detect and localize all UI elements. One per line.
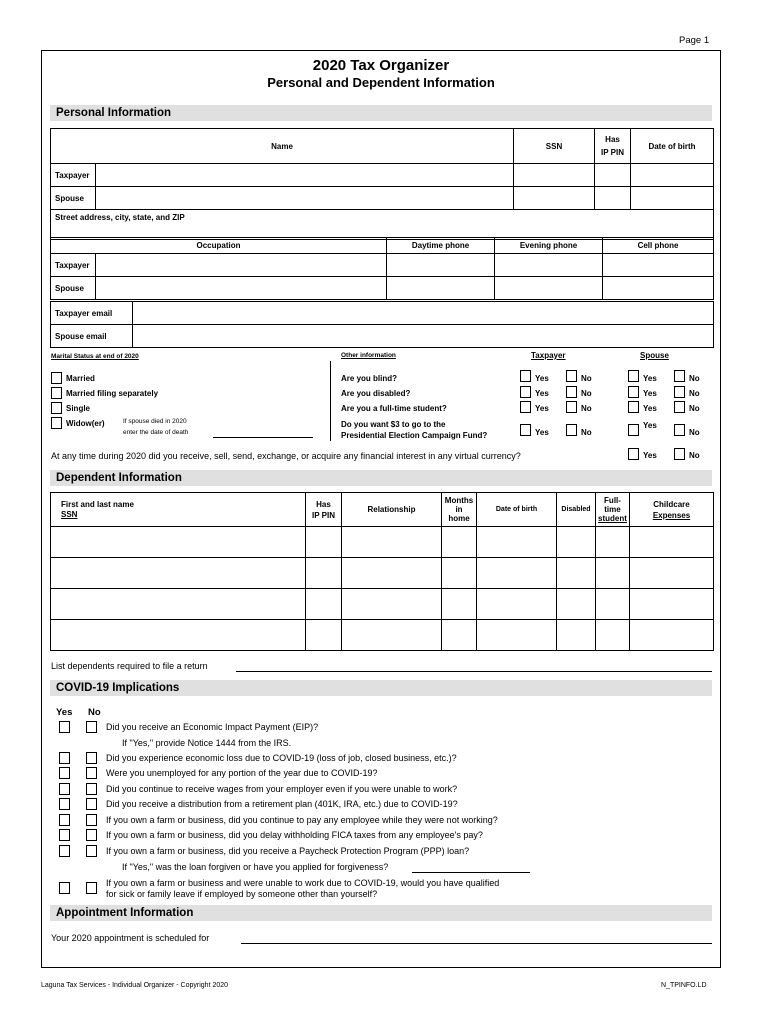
- married-separately-label: Married filing separately: [66, 389, 159, 398]
- taxpayer-email-label: Taxpayer email: [51, 302, 133, 325]
- blind-question: Are you blind?: [341, 374, 397, 383]
- no-label: No: [689, 428, 700, 437]
- covid-no-header: No: [88, 707, 101, 718]
- dependent-row[interactable]: [51, 589, 714, 620]
- spouse-died-note: If spouse died in 2020: [123, 418, 187, 425]
- widower-label: Widow(er): [66, 419, 105, 428]
- virtual-currency-no-checkbox[interactable]: [674, 448, 685, 460]
- no-label: No: [581, 404, 592, 413]
- taxpayer-student-no-checkbox[interactable]: [566, 401, 577, 413]
- col-dependent-ippin-header: Has IP PIN: [306, 493, 342, 527]
- marital-status-header: Marital Status at end of 2020: [51, 353, 139, 360]
- yes-label: Yes: [643, 404, 657, 413]
- taxpayer-occupation-field[interactable]: [96, 254, 387, 277]
- unemployed-no-checkbox[interactable]: [86, 767, 97, 779]
- section-divider: [330, 361, 331, 441]
- covid-question-sick-leave-2: for sick or family leave if employed by someone other than yourself?: [106, 889, 378, 899]
- col-daytime-header: Daytime phone: [387, 238, 495, 254]
- taxpayer-name-field[interactable]: [96, 164, 514, 187]
- wages-yes-checkbox[interactable]: [59, 783, 70, 795]
- no-label: No: [581, 389, 592, 398]
- spouse-died-note-2: enter the date of death: [123, 429, 189, 436]
- spouse-blind-yes-checkbox[interactable]: [628, 370, 639, 382]
- spouse-occupation-field[interactable]: [96, 277, 387, 300]
- taxpayer-daytime-field[interactable]: [387, 254, 495, 277]
- taxpayer-blind-yes-checkbox[interactable]: [520, 370, 531, 382]
- virtual-currency-question: At any time during 2020 did you receive, sell, send, exchange, or acquire any financial interest in any virtual currency?: [51, 451, 521, 461]
- dependent-row[interactable]: [51, 527, 714, 558]
- no-label: No: [581, 374, 592, 383]
- ppp-forgiveness-field[interactable]: [412, 872, 530, 873]
- spouse-student-yes-checkbox[interactable]: [628, 401, 639, 413]
- taxpayer-dob-field[interactable]: [631, 164, 714, 187]
- col-months-header: Months in home: [442, 493, 477, 527]
- single-label: Single: [66, 404, 91, 413]
- col-childcare-header: Childcare Expenses: [630, 493, 714, 527]
- col-cell-header: Cell phone: [603, 238, 714, 254]
- spouse-dob-field[interactable]: [631, 187, 714, 210]
- covid-question-ppp-forgiveness: If "Yes," was the loan forgiven or have you applied for forgiveness?: [122, 862, 389, 872]
- eip-yes-checkbox[interactable]: [59, 721, 70, 733]
- sick-leave-no-checkbox[interactable]: [86, 882, 97, 894]
- taxpayer-disabled-no-checkbox[interactable]: [566, 386, 577, 398]
- col-dependent-dob-header: Date of birth: [477, 493, 557, 527]
- unemployed-yes-checkbox[interactable]: [59, 767, 70, 779]
- date-of-death-field[interactable]: [213, 437, 313, 438]
- widower-checkbox[interactable]: [51, 417, 62, 429]
- col-ippin-header: Has IP PIN: [595, 129, 631, 164]
- wages-no-checkbox[interactable]: [86, 783, 97, 795]
- spouse-student-no-checkbox[interactable]: [674, 401, 685, 413]
- covid-question-fica: If you own a farm or business, did you delay withholding FICA taxes from any employee's pay?: [106, 830, 483, 840]
- col-occupation-header: Occupation: [51, 238, 387, 254]
- no-label: No: [689, 374, 700, 383]
- taxpayer-disabled-yes-checkbox[interactable]: [520, 386, 531, 398]
- taxpayer-campaign-no-checkbox[interactable]: [566, 424, 577, 436]
- dependent-info-header: Dependent Information: [50, 470, 712, 486]
- col-name-header: Name: [51, 129, 514, 164]
- appointment-header: Appointment Information: [50, 905, 712, 921]
- spouse-blind-no-checkbox[interactable]: [674, 370, 685, 382]
- row-label-taxpayer: Taxpayer: [51, 164, 96, 187]
- yes-label: Yes: [535, 389, 549, 398]
- spouse-email-label: Spouse email: [51, 325, 133, 348]
- form-title: 2020 Tax Organizer: [312, 57, 450, 74]
- col-relationship-header: Relationship: [342, 493, 442, 527]
- taxpayer-evening-field[interactable]: [495, 254, 603, 277]
- covid-question-ppp: If you own a farm or business, did you receive a Paycheck Protection Program (PPP) loan?: [106, 846, 470, 856]
- yes-label: Yes: [643, 374, 657, 383]
- other-info-header: Other information: [341, 352, 396, 359]
- sick-leave-yes-checkbox[interactable]: [59, 882, 70, 894]
- disabled-question: Are you disabled?: [341, 389, 411, 398]
- distribution-yes-checkbox[interactable]: [59, 798, 70, 810]
- dependent-row[interactable]: [51, 558, 714, 589]
- no-label: No: [581, 428, 592, 437]
- col-dependent-name-header: First and last name SSN: [51, 493, 306, 527]
- campaign-question-2: Presidential Election Campaign Fund?: [341, 431, 488, 440]
- spouse-disabled-yes-checkbox[interactable]: [628, 386, 639, 398]
- no-label: No: [689, 389, 700, 398]
- dependents-file-return-label: List dependents required to file a return: [51, 661, 208, 671]
- col-disabled-header: Disabled: [557, 493, 596, 527]
- married-checkbox[interactable]: [51, 372, 62, 384]
- spouse-name-field[interactable]: [96, 187, 514, 210]
- page-number: Page 1: [679, 35, 710, 46]
- fica-no-checkbox[interactable]: [86, 829, 97, 841]
- spouse-cell-field[interactable]: [603, 277, 714, 300]
- email-table: [50, 301, 714, 348]
- spouse-ippin-field[interactable]: [595, 187, 631, 210]
- taxpayer-email-field[interactable]: [133, 302, 714, 325]
- taxpayer-cell-field[interactable]: [603, 254, 714, 277]
- yes-label: Yes: [643, 421, 657, 430]
- form-subtitle: Personal and Dependent Information: [267, 75, 495, 90]
- taxpayer-ippin-field[interactable]: [595, 164, 631, 187]
- covid-question-eip-note: If "Yes," provide Notice 1444 from the IRS.: [122, 738, 292, 748]
- personal-info-table: [50, 128, 714, 240]
- eip-no-checkbox[interactable]: [86, 721, 97, 733]
- student-question: Are you a full-time student?: [341, 404, 447, 413]
- spouse-daytime-field[interactable]: [387, 277, 495, 300]
- taxpayer-campaign-yes-checkbox[interactable]: [520, 424, 531, 436]
- yes-label: Yes: [535, 374, 549, 383]
- taxpayer-ssn-field[interactable]: [514, 164, 595, 187]
- married-separately-checkbox[interactable]: [51, 387, 62, 399]
- appointment-field[interactable]: [241, 943, 712, 944]
- dependent-table: [50, 492, 714, 651]
- ppp-no-checkbox[interactable]: [86, 845, 97, 857]
- covid-question-distribution: Did you receive a distribution from a retirement plan (401K, IRA, etc.) due to COVID-19?: [106, 799, 458, 809]
- pay-employee-no-checkbox[interactable]: [86, 814, 97, 826]
- covid-question-unemployed: Were you unemployed for any portion of the year due to COVID-19?: [106, 768, 378, 778]
- spouse-evening-field[interactable]: [495, 277, 603, 300]
- yes-label: Yes: [535, 428, 549, 437]
- street-address-field[interactable]: Street address, city, state, and ZIP: [51, 210, 714, 240]
- distribution-no-checkbox[interactable]: [86, 798, 97, 810]
- fica-yes-checkbox[interactable]: [59, 829, 70, 841]
- pay-employee-yes-checkbox[interactable]: [59, 814, 70, 826]
- covid-header: COVID-19 Implications: [50, 680, 712, 696]
- taxpayer-student-yes-checkbox[interactable]: [520, 401, 531, 413]
- spouse-campaign-yes-checkbox[interactable]: [628, 424, 639, 436]
- dependent-row[interactable]: [51, 620, 714, 651]
- economic-loss-yes-checkbox[interactable]: [59, 752, 70, 764]
- row-label-taxpayer: Taxpayer: [51, 254, 96, 277]
- married-label: Married: [66, 374, 95, 383]
- covid-yes-header: Yes: [56, 707, 73, 718]
- virtual-currency-yes-checkbox[interactable]: [628, 448, 639, 460]
- col-dob-header: Date of birth: [631, 129, 714, 164]
- ppp-yes-checkbox[interactable]: [59, 845, 70, 857]
- spouse-column-header: Spouse: [640, 351, 669, 360]
- dependents-file-return-field[interactable]: [236, 671, 712, 672]
- campaign-question: Do you want $3 to go to the: [341, 420, 446, 429]
- no-label: No: [689, 451, 700, 460]
- spouse-email-field[interactable]: [133, 325, 714, 348]
- spouse-disabled-no-checkbox[interactable]: [674, 386, 685, 398]
- covid-question-pay-employee: If you own a farm or business, did you continue to pay any employee while they were not working?: [106, 815, 498, 825]
- covid-question-wages: Did you continue to receive wages from your employer even if you were unable to work?: [106, 784, 458, 794]
- taxpayer-column-header: Taxpayer: [531, 351, 566, 360]
- covid-question-economic-loss: Did you experience economic loss due to COVID-19 (loss of job, closed business, etc.)?: [106, 753, 457, 763]
- yes-label: Yes: [643, 451, 657, 460]
- appointment-label: Your 2020 appointment is scheduled for: [51, 933, 210, 943]
- single-checkbox[interactable]: [51, 402, 62, 414]
- col-evening-header: Evening phone: [495, 238, 603, 254]
- col-student-header: Full- time student: [596, 493, 630, 527]
- economic-loss-no-checkbox[interactable]: [86, 752, 97, 764]
- spouse-ssn-field[interactable]: [514, 187, 595, 210]
- row-label-spouse: Spouse: [51, 187, 96, 210]
- personal-info-header: Personal Information: [50, 105, 712, 121]
- taxpayer-blind-no-checkbox[interactable]: [566, 370, 577, 382]
- no-label: No: [689, 404, 700, 413]
- row-label-spouse: Spouse: [51, 277, 96, 300]
- footer-copyright: Laguna Tax Services - Individual Organizer - Copyright 2020: [41, 982, 229, 989]
- col-ssn-header: SSN: [514, 129, 595, 164]
- yes-label: Yes: [535, 404, 549, 413]
- spouse-campaign-no-checkbox[interactable]: [674, 424, 685, 436]
- covid-question-sick-leave: If you own a farm or business and were unable to work due to COVID-19, would you have qualified: [106, 878, 500, 888]
- occupation-table: [50, 237, 714, 300]
- footer-form-code: N_TPINFO.LD: [661, 982, 707, 989]
- yes-label: Yes: [643, 389, 657, 398]
- covid-question-eip: Did you receive an Economic Impact Payment (EIP)?: [106, 722, 319, 732]
